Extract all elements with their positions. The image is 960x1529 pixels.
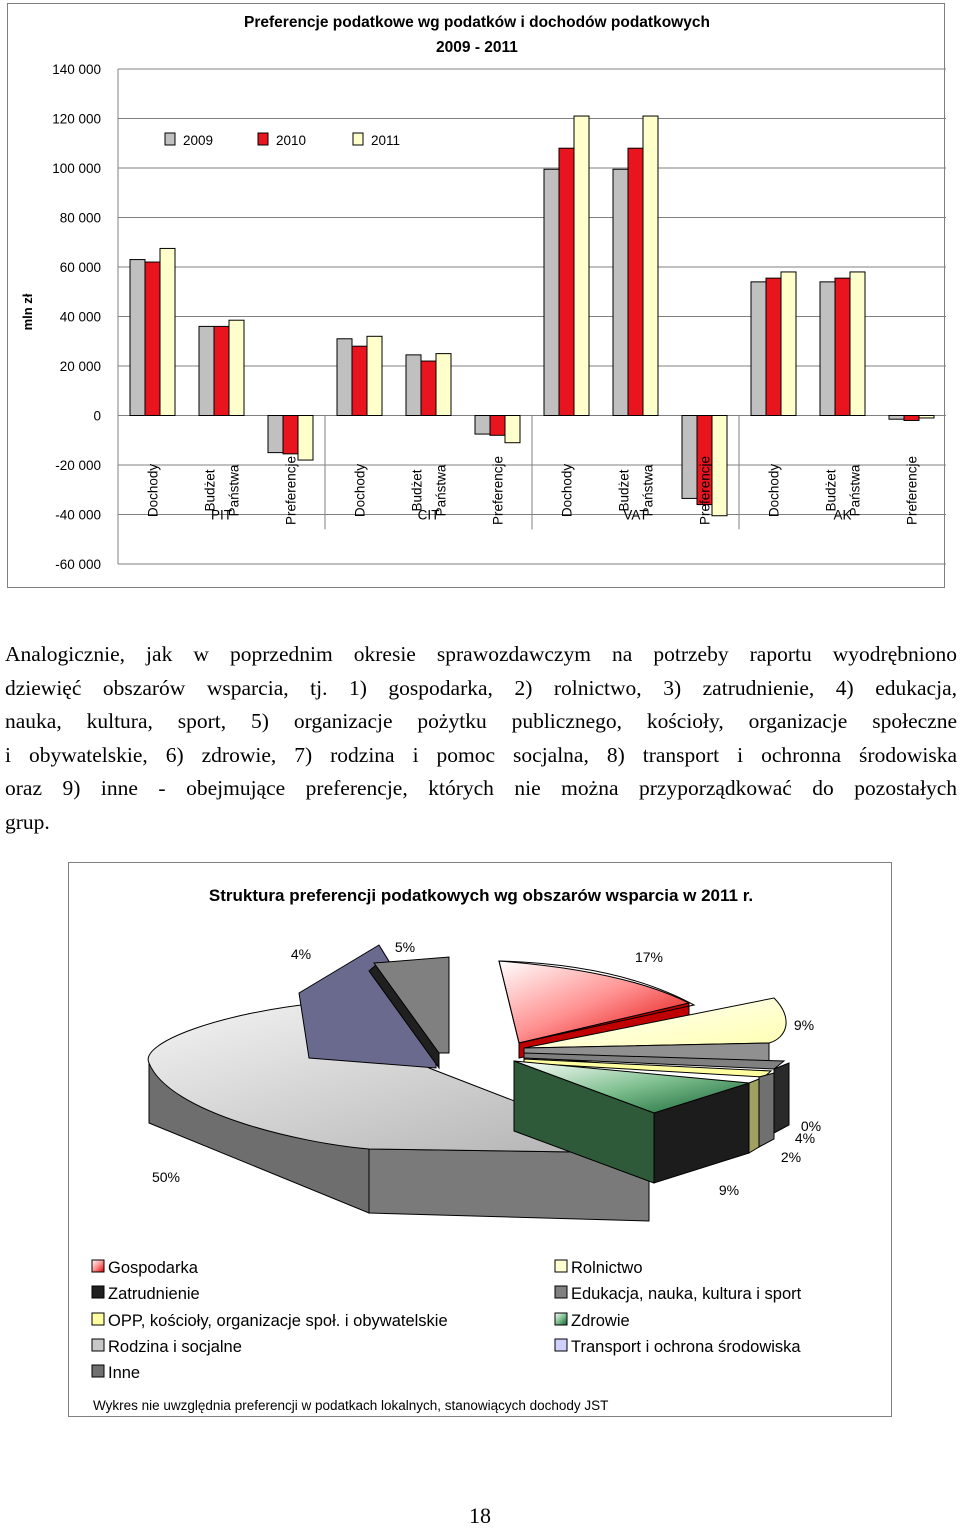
legend-swatch [555, 1286, 567, 1298]
bar [766, 278, 781, 415]
legend-label: Transport i ochrona środowiska [571, 1338, 801, 1356]
y-tick-label: 100 000 [52, 161, 101, 176]
paragraph-line: dziewięć obszarów wsparcia, tj. 1) gospodarka, 2) rolnictwo, 3) zatrudnienie, 4) edukacja, [5, 675, 957, 700]
bar [628, 148, 643, 415]
pie-side-right3 [749, 1079, 759, 1153]
y-tick-label: 40 000 [59, 309, 101, 325]
y-tick-label: 20 000 [59, 359, 101, 374]
y-axis-label: mln zł [20, 293, 35, 331]
category-label: Państwa [640, 464, 656, 517]
y-tick-label: -60 000 [55, 557, 101, 572]
legend-label: 2009 [183, 133, 214, 148]
bar [268, 416, 283, 453]
pie-side-right [774, 1063, 789, 1133]
pie-chart-title: Struktura preferencji podatkowych wg obszarów wsparcia w 2011 r. [208, 886, 754, 905]
category-label: Budżet [823, 469, 839, 512]
pie-label-edukacja: 4% [794, 1130, 816, 1146]
group-label: PIT [210, 507, 233, 523]
pie-label-opp: 2% [780, 1149, 802, 1165]
category-label: Budżet [202, 469, 218, 512]
legend-label: 2011 [371, 133, 401, 148]
legend-swatch [258, 133, 268, 145]
category-label: Budżet [616, 469, 632, 512]
legend-swatch [92, 1313, 104, 1325]
y-tick-label: 0 [93, 408, 101, 424]
pie-label-transport: 4% [290, 946, 312, 962]
pie-label-rolnictwo: 9% [793, 1017, 815, 1033]
bar-chart-title-line2: 2009 - 2011 [436, 39, 518, 56]
legend-label: Gospodarka [108, 1259, 198, 1277]
pie-label-rodzina: 50% [151, 1169, 181, 1185]
y-tick-label: 80 000 [59, 210, 101, 226]
bar [214, 326, 229, 415]
bar [781, 272, 796, 416]
legend-swatch [555, 1313, 567, 1325]
body-paragraph [5, 638, 957, 839]
pie-label-gospodarka: 17% [634, 949, 664, 965]
legend-label: Inne [108, 1364, 141, 1382]
bar [712, 416, 727, 516]
bar [406, 355, 421, 416]
legend-label: Rodzina i socjalne [108, 1338, 242, 1356]
legend-swatch [92, 1339, 104, 1351]
bar [283, 416, 298, 454]
bar [559, 148, 574, 415]
legend-swatch [555, 1260, 567, 1272]
legend-swatch [92, 1365, 104, 1377]
pie-label-zdrowie: 9% [718, 1182, 740, 1198]
legend-label: Zdrowie [571, 1312, 630, 1330]
legend-label: Edukacja, nauka, kultura i sport [571, 1285, 802, 1303]
bar [337, 339, 352, 416]
group-label: CIT [417, 507, 440, 523]
pie-label-zatrudnienie: 0% [800, 1118, 822, 1134]
bar [475, 416, 490, 435]
bar [421, 361, 436, 415]
pie-label-inne: 5% [394, 939, 416, 955]
group-label: VAT [623, 507, 648, 523]
pie-chart [69, 863, 893, 1418]
category-label: Preferencje [283, 455, 299, 526]
bar [199, 326, 214, 415]
bar [130, 260, 145, 416]
legend-label: OPP, kościoły, organizacje społ. i obywatelskie [108, 1312, 448, 1330]
paragraph-line: nauka, kultura, sport, 5) organizacje pożytku publicznego, kościoły, organizacje społeczne [5, 709, 957, 733]
pie-legend [92, 1259, 802, 1382]
legend-swatch [92, 1286, 104, 1298]
paragraph-line: i obywatelskie, 6) zdrowie, 7) rodzina i pomoc socjalna, 8) transport i ochronna środowiska [5, 742, 957, 767]
bar [229, 320, 244, 415]
category-label: Dochody [145, 463, 161, 518]
bar [850, 272, 865, 416]
bar-chart [8, 4, 946, 589]
category-label: Państwa [847, 464, 863, 517]
category-label: Preferencje [904, 455, 920, 526]
paragraph-line: oraz 9) inne - obejmujące preferencje, których nie można przyporządkować do pozostałych [5, 776, 957, 800]
bar [820, 282, 835, 416]
y-tick-label: 140 000 [52, 62, 101, 77]
legend-swatch [353, 133, 363, 145]
legend-swatch [92, 1260, 104, 1272]
bar [505, 416, 520, 443]
y-tick-label: 120 000 [52, 111, 101, 127]
y-tick-label: -40 000 [55, 507, 101, 523]
bar [436, 354, 451, 416]
bar [919, 416, 934, 418]
bar [352, 346, 367, 415]
category-label: Preferencje [490, 455, 506, 526]
legend-label: Zatrudnienie [108, 1285, 200, 1303]
y-tick-label: 60 000 [59, 260, 101, 275]
bar [751, 282, 766, 416]
legend-label: 2010 [276, 133, 307, 148]
bar [490, 416, 505, 436]
bar [574, 116, 589, 415]
bar [613, 169, 628, 415]
bar [889, 416, 904, 420]
category-label: Dochody [352, 463, 368, 518]
bar [835, 278, 850, 415]
category-label: Dochody [559, 463, 575, 518]
bar [544, 169, 559, 415]
category-label: Dochody [766, 463, 782, 518]
bar [367, 336, 382, 415]
bar [298, 416, 313, 461]
pie-chart-frame [68, 862, 892, 1417]
category-label: Państwa [433, 464, 449, 517]
pie-side-right2 [759, 1073, 774, 1147]
paragraph-line: Analogicznie, jak w poprzednim okresie sprawozdawczym na potrzeby raportu wyodrębniono [5, 642, 957, 666]
y-tick-label: -20 000 [55, 458, 101, 473]
bar [904, 416, 919, 421]
category-label: Budżet [409, 469, 425, 512]
page-number: 18 [469, 1503, 491, 1528]
group-label: AK [833, 507, 852, 523]
bar [682, 416, 697, 499]
bar [160, 248, 175, 415]
legend-swatch [555, 1339, 567, 1351]
bar-chart-title-line1: Preferencje podatkowe wg podatków i dochodów podatkowych [244, 14, 710, 31]
legend-swatch [165, 133, 175, 145]
pie-footnote: Wykres nie uwzględnia preferencji w podatkach lokalnych, stanowiących dochody JST [93, 1398, 609, 1413]
bar-chart-frame [7, 3, 945, 588]
category-label: Preferencje [697, 455, 713, 526]
legend-label: Rolnictwo [571, 1259, 643, 1277]
paragraph-line: grup. [5, 809, 50, 834]
bar [145, 262, 160, 415]
category-label: Państwa [226, 464, 242, 517]
bar [643, 116, 658, 415]
